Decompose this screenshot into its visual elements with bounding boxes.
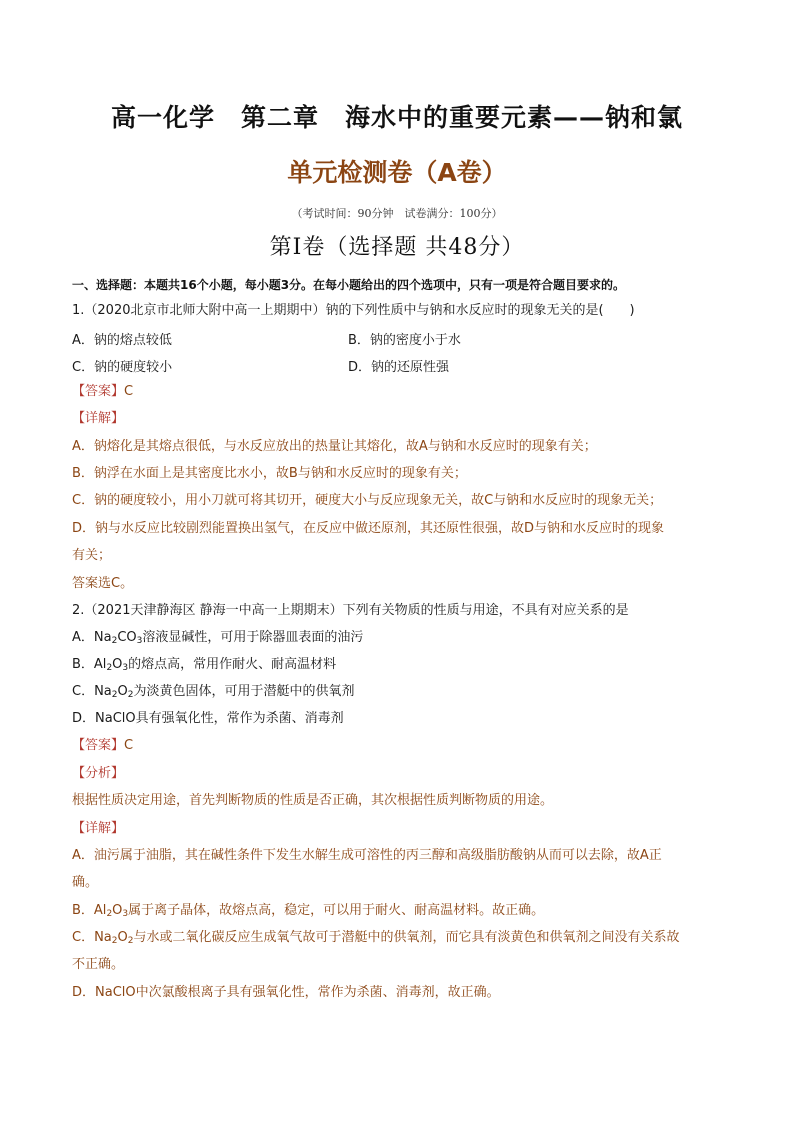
q1-answer bbox=[72, 383, 133, 401]
q2-detail-a: A．油污属于油脂，其在碱性条件下发生水解生成可溶性的丙三醇和高级脂肪酸钠从而可以去除，故A正 bbox=[72, 848, 662, 863]
q2-detail-c: C．$Na_2O_2$与水或二氧化碳反应生成氧气故可于潜艇中的供氧剂，而它具有淡黄色和供氧剂之间没有关系故 bbox=[72, 930, 680, 946]
q1-option-c: C．钠的硬度较小 bbox=[72, 360, 173, 375]
q1-detail-tag: 【详解】 bbox=[72, 411, 125, 426]
instruction: 一、选择题：本题共16个小题，每小题3分。在每小题给出的四个选项中，只有一项是符合题目要求的。 bbox=[72, 278, 626, 292]
q2-detail-d: D．NaClO中次氯酸根离子具有强氧化性，常作为杀菌、消毒剂，故正确。 bbox=[72, 985, 500, 1000]
q2-option-a: A．$Na_2CO_3$溶液显碱性，可用于除器皿表面的油污 bbox=[72, 630, 364, 646]
q2-analysis-tag: 【分析】 bbox=[72, 766, 125, 781]
document-subtitle: 单元检测卷（A卷） bbox=[287, 158, 507, 187]
q2-detail-tag: 【详解】 bbox=[72, 821, 125, 836]
q1-option-d: D．钠的还原性强 bbox=[348, 360, 450, 375]
q1-detail-a: A．钠熔化是其熔点很低，与水反应放出的热量让其熔化，故A与钠和水反应时的现象有关； bbox=[72, 439, 597, 454]
q2-option-d: D．NaClO具有强氧化性，常作为杀菌、消毒剂 bbox=[72, 711, 344, 726]
q2-detail-a-cont: 确。 bbox=[72, 875, 99, 890]
q2-option-b: B．$Al_2O_3$的熔点高，常用作耐火、耐高温材料 bbox=[72, 657, 337, 673]
answer-value: C bbox=[124, 738, 134, 753]
q1-detail-d-cont: 有关； bbox=[72, 548, 112, 563]
q1-detail-d: D．钠与水反应比较剧烈能置换出氢气，在反应中做还原剂，其还原性很强，故D与钠和水反应时的现象 bbox=[72, 521, 665, 536]
answer-value: C bbox=[124, 384, 134, 399]
q2-detail-b: B．$Al_2O_3$属于离子晶体，故熔点高，稳定，可以用于耐火、耐高温材料。故正确。 bbox=[72, 903, 545, 919]
section-title: 第Ⅰ卷（选择题 共48分） bbox=[269, 235, 525, 260]
q1-option-b: B．钠的密度小于水 bbox=[348, 333, 461, 348]
q1-detail-c: C．钠的硬度较小，用小刀就可将其切开，硬度大小与反应现象无关，故C与钠和水反应时的现象无关； bbox=[72, 493, 663, 508]
q2-stem: 2.（2021天津静海区 静海一中高一上期期末）下列有关物质的性质与用途，不具有对应关系的是 bbox=[72, 603, 629, 618]
exam-info: （考试时间：90分钟 试卷满分：100分） bbox=[291, 207, 503, 220]
q1-conclusion: 答案选C。 bbox=[72, 576, 134, 591]
q1-stem: 1.（2020北京市北师大附中高一上期期中）钠的下列性质中与钠和水反应时的现象无关的是( ) bbox=[72, 303, 635, 318]
q1-detail-b: B．钠浮在水面上是其密度比水小，故B与钠和水反应时的现象有关； bbox=[72, 466, 467, 481]
q1-option-a: A．钠的熔点较低 bbox=[72, 333, 172, 348]
q2-analysis: 根据性质决定用途，首先判断物质的性质是否正确，其次根据性质判断物质的用途。 bbox=[72, 793, 554, 808]
answer-tag: 【答案】 bbox=[72, 384, 125, 399]
answer-tag: 【答案】 bbox=[72, 738, 125, 753]
q2-answer bbox=[72, 737, 133, 755]
q2-detail-c-cont: 不正确。 bbox=[72, 957, 125, 972]
q2-option-c: C．$Na_2O_2$为淡黄色固体，可用于潜艇中的供氧剂 bbox=[72, 684, 355, 700]
document-title: 高一化学 第二章 海水中的重要元素——钠和氯 bbox=[110, 103, 683, 132]
